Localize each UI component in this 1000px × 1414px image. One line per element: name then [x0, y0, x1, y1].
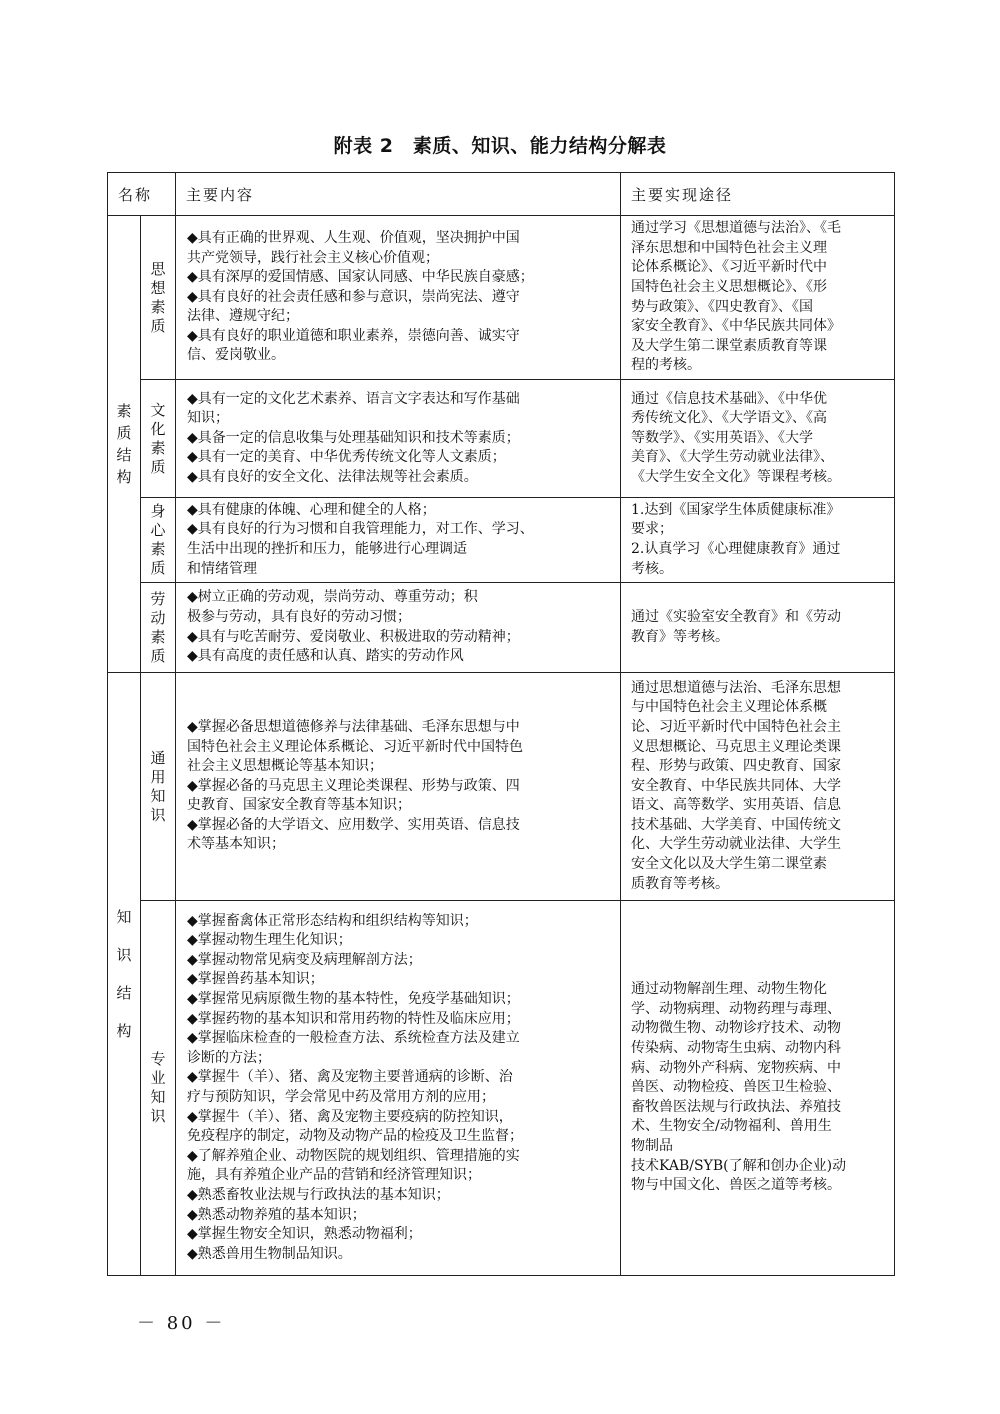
way-line: 与中国特色社会主义理论体系概 [631, 699, 828, 716]
subcategory-cell [141, 380, 176, 498]
table-row [108, 216, 895, 380]
content-line: ◆具有高度的责任感和认真、踏实的劳动作风 [187, 648, 464, 665]
table-row [108, 498, 895, 583]
header-name: 名称 [108, 173, 176, 216]
category-char: 质 [116, 424, 132, 442]
subcategory-char: 动 [150, 608, 166, 627]
subcategory-char: 识 [150, 1107, 166, 1125]
subcategory-char: 质 [150, 316, 166, 335]
content-line: 术等基本知识； [187, 836, 286, 853]
content-cell [176, 498, 621, 583]
way-cell [621, 901, 895, 1276]
content-line: 共产党领导，践行社会主义核心价值观； [187, 249, 440, 266]
content-line: ◆掌握必备的马克思主义理论类课程、形势与政策、四 [187, 777, 520, 794]
content-line: ◆掌握牛（羊）、猪、禽及宠物主要普通病的诊断、治 [187, 1069, 513, 1086]
way-line: 及大学生第二课堂素质教育等课 [631, 337, 828, 354]
content-line: ◆树立正确的劳动观，崇尚劳动、尊重劳动；积 [187, 589, 478, 606]
content-cell [176, 216, 621, 380]
category-char: 结 [116, 446, 132, 464]
content-line: 极参与劳动，具有良好的劳动习惯； [187, 608, 412, 625]
way-line: 术、生物安全/动物福利、兽用生 [631, 1118, 832, 1135]
way-line: 国特色社会主义思想概论》、《形 [631, 278, 828, 295]
subcategory-char: 文 [150, 400, 166, 419]
subcategory-char: 知 [150, 786, 166, 805]
content-line: ◆具有良好的安全文化、法律法规等社会素质。 [187, 468, 478, 485]
subcategory-char: 专 [150, 1050, 166, 1068]
content-line: ◆熟悉畜牧业法规与行政执法的基本知识； [187, 1186, 450, 1203]
subcategory-cell [141, 673, 176, 901]
content-line: ◆掌握动物常见病变及病理解剖方法； [187, 951, 422, 968]
content-line: 免疫程序的制定，动物及动物产品的检疫及卫生监督； [187, 1128, 524, 1145]
way-cell [621, 380, 895, 498]
content-line: ◆掌握药物的基本知识和常用药物的特性及临床应用； [187, 1010, 520, 1027]
way-cell [621, 673, 895, 901]
way-line: 语文、高等数学、实用英语、信息 [631, 797, 842, 814]
way-line: 安全教育、中华民族共同体、大学 [631, 777, 842, 794]
way-line: 势与政策》、《四史教育》、《国 [631, 298, 814, 315]
subcategory-char: 用 [150, 767, 166, 786]
category-char: 构 [116, 1022, 132, 1040]
content-line: 信、爱岗敬业。 [187, 347, 286, 364]
subcategory-char: 身 [150, 502, 166, 520]
way-line: 通过《实验室安全教育》和《劳动 [631, 608, 842, 625]
way-line: 安全文化以及大学生第二课堂素 [631, 856, 828, 873]
content-line: 生活中出现的挫折和压力，能够进行心理调适 [187, 541, 468, 557]
table-row [108, 583, 895, 673]
way-line: 论体系概论》、《习近平新时代中 [631, 259, 828, 276]
category-char: 识 [116, 946, 132, 964]
way-cell [621, 216, 895, 380]
way-line: 程的考核。 [631, 357, 702, 374]
content-line: ◆掌握畜禽体正常形态结构和组织结构等知识； [187, 912, 478, 929]
subcategory-char: 质 [150, 646, 166, 665]
way-line: 教育》等考核。 [631, 628, 730, 645]
subcategory-char: 素 [150, 297, 166, 316]
content-line: ◆掌握动物生理生化知识； [187, 932, 352, 949]
content-cell [176, 583, 621, 673]
way-line: 通过学习《思想道德与法治》、《毛 [631, 220, 842, 237]
subcategory-cell [141, 216, 176, 380]
content-line: ◆熟悉动物养殖的基本知识； [187, 1206, 366, 1223]
content-line: ◆具有一定的美育、中华优秀传统文化等人文素质； [187, 449, 506, 466]
subcategory-char: 知 [150, 1088, 166, 1106]
way-line: 物与中国文化、兽医之道等考核。 [631, 1177, 842, 1194]
way-line: 质教育等考核。 [631, 875, 730, 892]
content-line: ◆掌握生物安全知识，熟悉动物福利； [187, 1226, 422, 1243]
way-line: 考核。 [631, 560, 674, 577]
way-line: 1.达到《国家学生体质健康标准》 [631, 501, 841, 518]
way-line: 技术基础、大学美育、中国传统文 [631, 816, 842, 833]
content-line: ◆具有良好的社会责任感和参与意识，崇尚宪法、遵守 [187, 288, 520, 305]
content-line: ◆具有与吃苦耐劳、爱岗敬业、积极进取的劳动精神； [187, 628, 520, 645]
way-line: 兽医、动物检疫、兽医卫生检验、 [631, 1079, 842, 1096]
header-content: 主要内容 [176, 173, 621, 216]
subcategory-cell [141, 583, 176, 673]
content-line: 诊断的方法； [187, 1049, 272, 1066]
table-header-row [108, 173, 895, 216]
content-line: ◆了解养殖企业、动物医院的规划组织、管理措施的实 [187, 1147, 520, 1164]
content-line: ◆掌握兽药基本知识； [187, 971, 324, 988]
subcategory-char: 心 [150, 521, 166, 539]
content-cell [176, 380, 621, 498]
way-line: 传染病、动物寄生虫病、动物内科 [631, 1040, 842, 1057]
content-line: ◆具有深厚的爱国情感、国家认同感、中华民族自豪感； [187, 269, 534, 286]
way-line: 家安全教育》、《中华民族共同体》 [631, 318, 842, 335]
content-line: 史教育、国家安全教育等基本知识； [187, 797, 412, 814]
way-line: 通过《信息技术基础》、《中华优 [631, 390, 828, 407]
way-line: 病、动物外产科病、宠物疾病、中 [631, 1059, 842, 1076]
way-line: 畜牧兽医法规与行政执法、养殖技 [631, 1098, 842, 1115]
way-line: 秀传统文化》、《大学语文》、《高 [631, 410, 828, 427]
way-line: 2.认真学习《心理健康教育》通过 [631, 541, 841, 557]
content-line: ◆具有良好的行为习惯和自我管理能力，对工作、学习、 [187, 521, 534, 538]
content-line: ◆熟悉兽用生物制品知识。 [187, 1245, 352, 1262]
header-way: 主要实现途径 [621, 173, 895, 216]
way-line: 技术KAB/SYB(了解和创办企业)动 [631, 1157, 847, 1174]
content-line: 知识； [187, 410, 230, 427]
way-line: 泽东思想和中国特色社会主义理 [631, 239, 828, 256]
content-line: 社会主义思想概论等基本知识； [187, 758, 384, 775]
content-line: ◆掌握牛（羊）、猪、禽及宠物主要疫病的防控知识， [187, 1108, 513, 1125]
content-line: 国特色社会主义理论体系概论、习近平新时代中国特色 [187, 738, 524, 755]
page-number: － 80 － [137, 1313, 226, 1334]
way-line: 《大学生安全文化》等课程考核。 [631, 468, 842, 485]
subcategory-cell [141, 498, 176, 583]
table-row [108, 380, 895, 498]
content-line: 疗与预防知识，学会常见中药及常用方剂的应用； [187, 1089, 496, 1105]
way-line: 学、动物病理、动物药理与毒理、 [631, 1000, 842, 1017]
way-line: 程、形势与政策、四史教育、国家 [631, 758, 842, 775]
content-cell [176, 673, 621, 901]
category-char: 构 [116, 468, 132, 486]
content-cell [176, 901, 621, 1276]
subcategory-char: 劳 [150, 589, 166, 608]
category-char: 知 [116, 908, 132, 926]
subcategory-char: 素 [150, 438, 166, 457]
subcategory-char: 识 [150, 805, 166, 824]
way-line: 义思想概论、马克思主义理论类课 [631, 738, 842, 755]
subcategory-char: 思 [150, 259, 166, 278]
way-line: 化、大学生劳动就业法律、大学生 [631, 836, 842, 853]
category-cell [108, 216, 141, 673]
content-line: ◆掌握必备思想道德修养与法律基础、毛泽东思想与中 [187, 718, 520, 735]
category-char: 结 [116, 984, 132, 1002]
content-line: ◆具有良好的职业道德和职业素养，崇德向善、诚实守 [187, 327, 520, 344]
way-cell [621, 498, 895, 583]
content-line: 施，具有养殖企业产品的营销和经济管理知识； [187, 1167, 482, 1184]
way-line: 要求； [631, 521, 674, 538]
table-row [108, 673, 895, 901]
content-line: ◆掌握常见病原微生物的基本特性，免疫学基础知识； [187, 991, 520, 1008]
content-line: ◆具有正确的世界观、人生观、价值观，坚决拥护中国 [187, 229, 520, 246]
subcategory-char: 化 [150, 419, 166, 438]
subcategory-char: 素 [150, 627, 166, 646]
table-title: 附表 2 素质、知识、能力结构分解表 [333, 135, 667, 157]
table-row [108, 901, 895, 1276]
subcategory-char: 通 [150, 748, 166, 767]
structure-table [107, 172, 895, 1276]
content-line: 和情绪管理 [187, 560, 258, 577]
subcategory-cell [141, 901, 176, 1276]
subcategory-char: 质 [150, 559, 166, 577]
subcategory-char: 想 [150, 278, 166, 297]
way-line: 论、习近平新时代中国特色社会主 [631, 718, 842, 735]
content-line: ◆掌握必备的大学语文、应用数学、实用英语、信息技 [187, 816, 520, 833]
subcategory-char: 业 [150, 1069, 166, 1087]
category-cell [108, 673, 141, 1276]
content-line: ◆具有一定的文化艺术素养、语言文字表达和写作基础 [187, 390, 520, 407]
way-line: 通过动物解剖生理、动物生物化 [631, 981, 828, 998]
way-line: 动物微生物、动物诊疗技术、动物 [631, 1020, 842, 1037]
content-line: ◆具备一定的信息收集与处理基础知识和技术等素质； [187, 429, 520, 446]
way-cell [621, 583, 895, 673]
content-line: 法律、遵规守纪； [187, 308, 300, 325]
way-line: 等数学》、《实用英语》、《大学 [631, 429, 814, 446]
content-line: ◆掌握临床检查的一般检查方法、系统检查方法及建立 [187, 1030, 520, 1047]
content-line: ◆具有健康的体魄、心理和健全的人格； [187, 501, 436, 518]
subcategory-char: 质 [150, 457, 166, 476]
category-char: 素 [116, 402, 132, 420]
way-line: 通过思想道德与法治、毛泽东思想 [631, 679, 842, 696]
way-line: 物制品 [631, 1137, 674, 1154]
subcategory-char: 素 [150, 540, 166, 558]
way-line: 美育》、《大学生劳动就业法律》、 [631, 449, 835, 466]
